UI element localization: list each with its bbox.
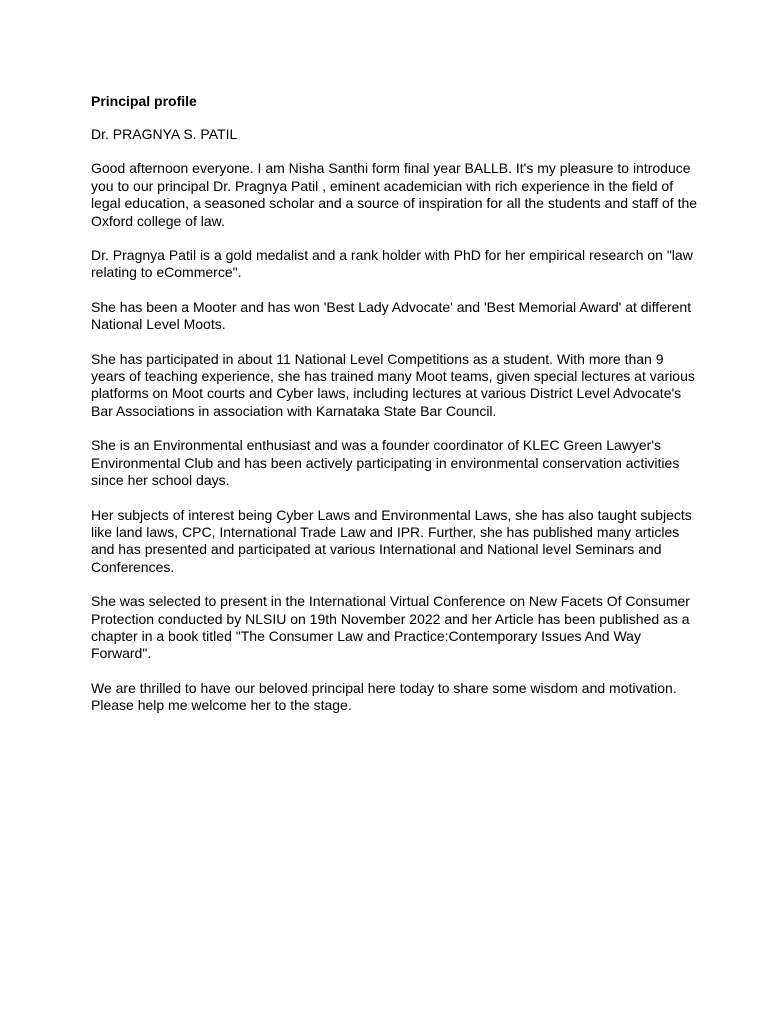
paragraph-education: Dr. Pragnya Patil is a gold medalist and a rank holder with PhD for her empirical research on "law relating to eCommerce".: [91, 247, 693, 281]
document-page: [91, 92, 701, 732]
paragraph-closing: We are thrilled to have our beloved principal here today to share some wisdom and motivation. Please help me welcome her to the stage.: [91, 679, 677, 714]
paragraph-introduction: Good afternoon everyone. I am Nisha Santhi form final year BALLB. It's my pleasure to introduce you to our principal Dr. Pragnya Patil , eminent academician with rich experience in the field of legal education, a seasoned scholar and a source of inspiration for all the students and staff of the Oxford college of law.: [91, 160, 698, 229]
paragraph-interests: Her subjects of interest being Cyber Laws and Environmental Laws, she has also taught subjects like land laws, CPC, International Trade Law and IPR. Further, she has published many articles and has presented and participated at various International and National level Seminars and Conferences.: [91, 506, 692, 575]
principal-name: Dr. PRAGNYA S. PATIL: [91, 126, 238, 142]
paragraph-environment: She is an Environmental enthusiast and was a founder coordinator of KLEC Green Lawyer's Environmental Club and has been actively participating in environmental conservation activities since her school days.: [91, 437, 680, 489]
document-heading: Principal profile: [91, 93, 197, 109]
paragraph-experience: She has participated in about 11 National Level Competitions as a student. With more than 9 years of teaching experience, she has trained many Moot teams, given special lectures at various platforms on Moot courts and Cyber laws, including lectures at various District Level Advocate's Bar Associations in association with Karnataka State Bar Council.: [91, 350, 695, 419]
paragraph-mooting: She has been a Mooter and has won 'Best Lady Advocate' and 'Best Memorial Award' at different National Level Moots.: [91, 298, 692, 333]
paragraph-conference: She was selected to present in the International Virtual Conference on New Facets Of Consumer Protection conducted by NLSIU on 19th November 2022 and her Article has been published as a chapter in a book titled "The Consumer Law and Practice:Contemporary Issues And Way Forward".: [91, 593, 690, 662]
